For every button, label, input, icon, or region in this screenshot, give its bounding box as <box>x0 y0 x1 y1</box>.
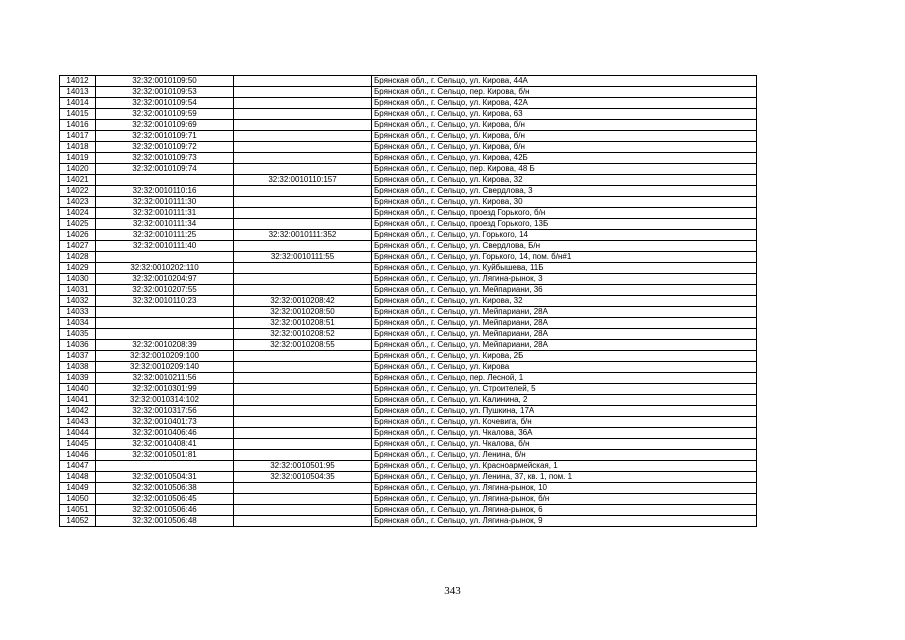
land-cadastral-number-cell: 32:32:0010207:55 <box>96 285 234 296</box>
building-cadastral-number-cell <box>234 98 372 109</box>
land-cadastral-number-cell: 32:32:0010314:102 <box>96 395 234 406</box>
land-cadastral-number-cell: 32:32:0010202:110 <box>96 263 234 274</box>
row-number-cell: 14038 <box>60 362 96 373</box>
land-cadastral-number-cell: 32:32:0010204:97 <box>96 274 234 285</box>
land-cadastral-number-cell: 32:32:0010110:23 <box>96 296 234 307</box>
table-row <box>60 175 757 186</box>
land-cadastral-number-cell: 32:32:0010506:45 <box>96 494 234 505</box>
row-number-cell: 14023 <box>60 197 96 208</box>
land-cadastral-number-cell: 32:32:0010209:140 <box>96 362 234 373</box>
land-cadastral-number-cell <box>96 329 234 340</box>
row-number-cell: 14033 <box>60 307 96 318</box>
land-cadastral-number-cell: 32:32:0010504:31 <box>96 472 234 483</box>
building-cadastral-number-cell <box>234 406 372 417</box>
table-row <box>60 329 757 340</box>
address-cell: Брянская обл., г. Сельцо, ул. Калинина, 2 <box>372 395 757 406</box>
building-cadastral-number-cell: 32:32:0010208:50 <box>234 307 372 318</box>
table-row <box>60 384 757 395</box>
table-row <box>60 164 757 175</box>
address-cell: Брянская обл., г. Сельцо, ул. Чкалова, 36А <box>372 428 757 439</box>
building-cadastral-number-cell <box>234 109 372 120</box>
building-cadastral-number-cell <box>234 208 372 219</box>
address-cell: Брянская обл., г. Сельцо, ул. Кочевига, б/н <box>372 417 757 428</box>
land-cadastral-number-cell <box>96 461 234 472</box>
address-cell: Брянская обл., г. Сельцо, ул. Кирова, 32 <box>372 296 757 307</box>
row-number-cell: 14029 <box>60 263 96 274</box>
table-row <box>60 87 757 98</box>
building-cadastral-number-cell <box>234 186 372 197</box>
table-row <box>60 230 757 241</box>
row-number-cell: 14019 <box>60 153 96 164</box>
row-number-cell: 14022 <box>60 186 96 197</box>
building-cadastral-number-cell <box>234 483 372 494</box>
building-cadastral-number-cell <box>234 263 372 274</box>
table-row <box>60 439 757 450</box>
table-row <box>60 252 757 263</box>
address-cell: Брянская обл., г. Сельцо, пер. Кирова, б/н <box>372 87 757 98</box>
table-row <box>60 241 757 252</box>
address-cell: Брянская обл., г. Сельцо, ул. Кирова, 63 <box>372 109 757 120</box>
table-row <box>60 307 757 318</box>
address-cell: Брянская обл., г. Сельцо, ул. Куйбышева, 11Б <box>372 263 757 274</box>
row-number-cell: 14050 <box>60 494 96 505</box>
building-cadastral-number-cell <box>234 494 372 505</box>
land-cadastral-number-cell <box>96 252 234 263</box>
table-row <box>60 395 757 406</box>
row-number-cell: 14026 <box>60 230 96 241</box>
land-cadastral-number-cell: 32:32:0010109:71 <box>96 131 234 142</box>
building-cadastral-number-cell: 32:32:0010501:95 <box>234 461 372 472</box>
building-cadastral-number-cell <box>234 417 372 428</box>
table-row <box>60 296 757 307</box>
address-cell: Брянская обл., г. Сельцо, ул. Мейпариани, 36 <box>372 285 757 296</box>
address-cell: Брянская обл., г. Сельцо, ул. Лягина-рынок, 6 <box>372 505 757 516</box>
row-number-cell: 14039 <box>60 373 96 384</box>
land-cadastral-number-cell: 32:32:0010506:48 <box>96 516 234 527</box>
building-cadastral-number-cell: 32:32:0010208:55 <box>234 340 372 351</box>
table-row <box>60 76 757 87</box>
table-row <box>60 516 757 527</box>
row-number-cell: 14049 <box>60 483 96 494</box>
land-cadastral-number-cell: 32:32:0010109:72 <box>96 142 234 153</box>
table-row <box>60 340 757 351</box>
address-cell: Брянская обл., г. Сельцо, ул. Мейпариани, 28А <box>372 329 757 340</box>
address-cell: Брянская обл., г. Сельцо, ул. Пушкина, 17А <box>372 406 757 417</box>
land-cadastral-number-cell: 32:32:0010408:41 <box>96 439 234 450</box>
row-number-cell: 14045 <box>60 439 96 450</box>
address-cell: Брянская обл., г. Сельцо, ул. Свердлова, 3 <box>372 186 757 197</box>
table-row <box>60 208 757 219</box>
row-number-cell: 14031 <box>60 285 96 296</box>
land-cadastral-number-cell: 32:32:0010111:25 <box>96 230 234 241</box>
building-cadastral-number-cell <box>234 450 372 461</box>
row-number-cell: 14024 <box>60 208 96 219</box>
building-cadastral-number-cell <box>234 219 372 230</box>
address-cell: Брянская обл., г. Сельцо, ул. Лягина-рынок, б/н <box>372 494 757 505</box>
land-cadastral-number-cell: 32:32:0010317:56 <box>96 406 234 417</box>
table-row <box>60 472 757 483</box>
table-row <box>60 428 757 439</box>
land-cadastral-number-cell: 32:32:0010109:54 <box>96 98 234 109</box>
land-cadastral-number-cell: 32:32:0010501:81 <box>96 450 234 461</box>
address-cell: Брянская обл., г. Сельцо, проезд Горького, 13Б <box>372 219 757 230</box>
land-cadastral-number-cell: 32:32:0010109:74 <box>96 164 234 175</box>
address-cell: Брянская обл., г. Сельцо, ул. Мейпариани, 28А <box>372 307 757 318</box>
table-row <box>60 285 757 296</box>
address-cell: Брянская обл., г. Сельцо, ул. Лягина-рынок, 3 <box>372 274 757 285</box>
building-cadastral-number-cell: 32:32:0010208:42 <box>234 296 372 307</box>
land-cadastral-number-cell: 32:32:0010110:16 <box>96 186 234 197</box>
address-cell: Брянская обл., г. Сельцо, ул. Кирова, 32 <box>372 175 757 186</box>
address-cell: Брянская обл., г. Сельцо, ул. Кирова, б/н <box>372 120 757 131</box>
building-cadastral-number-cell <box>234 197 372 208</box>
row-number-cell: 14028 <box>60 252 96 263</box>
building-cadastral-number-cell <box>234 351 372 362</box>
row-number-cell: 14030 <box>60 274 96 285</box>
building-cadastral-number-cell <box>234 241 372 252</box>
table-row <box>60 461 757 472</box>
address-cell: Брянская обл., г. Сельцо, ул. Мейпариани, 28А <box>372 340 757 351</box>
row-number-cell: 14041 <box>60 395 96 406</box>
row-number-cell: 14047 <box>60 461 96 472</box>
building-cadastral-number-cell: 32:32:0010208:52 <box>234 329 372 340</box>
land-cadastral-number-cell: 32:32:0010301:99 <box>96 384 234 395</box>
address-cell: Брянская обл., г. Сельцо, ул. Ленина, б/н <box>372 450 757 461</box>
building-cadastral-number-cell <box>234 516 372 527</box>
land-cadastral-number-cell: 32:32:0010406:46 <box>96 428 234 439</box>
page-number: 343 <box>444 585 461 597</box>
land-cadastral-number-cell: 32:32:0010109:53 <box>96 87 234 98</box>
address-cell: Брянская обл., г. Сельцо, пер. Кирова, 48 Б <box>372 164 757 175</box>
building-cadastral-number-cell <box>234 131 372 142</box>
row-number-cell: 14013 <box>60 87 96 98</box>
row-number-cell: 14018 <box>60 142 96 153</box>
table-row <box>60 505 757 516</box>
address-cell: Брянская обл., г. Сельцо, ул. Кирова, 42Б <box>372 153 757 164</box>
land-cadastral-number-cell: 32:32:0010506:46 <box>96 505 234 516</box>
land-cadastral-number-cell: 32:32:0010111:34 <box>96 219 234 230</box>
land-cadastral-number-cell: 32:32:0010109:69 <box>96 120 234 131</box>
land-cadastral-number-cell: 32:32:0010506:38 <box>96 483 234 494</box>
address-cell: Брянская обл., г. Сельцо, ул. Лягина-рынок, 9 <box>372 516 757 527</box>
address-cell: Брянская обл., г. Сельцо, пер. Лесной, 1 <box>372 373 757 384</box>
table-row <box>60 274 757 285</box>
building-cadastral-number-cell: 32:32:0010110:157 <box>234 175 372 186</box>
address-cell: Брянская обл., г. Сельцо, ул. Кирова, б/н <box>372 142 757 153</box>
table-row <box>60 98 757 109</box>
building-cadastral-number-cell <box>234 87 372 98</box>
row-number-cell: 14020 <box>60 164 96 175</box>
table-row <box>60 219 757 230</box>
row-number-cell: 14048 <box>60 472 96 483</box>
address-cell: Брянская обл., г. Сельцо, ул. Кирова, 30 <box>372 197 757 208</box>
building-cadastral-number-cell <box>234 164 372 175</box>
row-number-cell: 14042 <box>60 406 96 417</box>
address-cell: Брянская обл., г. Сельцо, ул. Чкалова, б/н <box>372 439 757 450</box>
address-cell: Брянская обл., г. Сельцо, ул. Лягина-рынок, 10 <box>372 483 757 494</box>
table-row <box>60 351 757 362</box>
address-cell: Брянская обл., г. Сельцо, ул. Горького, 14 <box>372 230 757 241</box>
address-cell: Брянская обл., г. Сельцо, ул. Строителей, 5 <box>372 384 757 395</box>
table-row <box>60 197 757 208</box>
row-number-cell: 14044 <box>60 428 96 439</box>
table-row <box>60 483 757 494</box>
building-cadastral-number-cell: 32:32:0010111:55 <box>234 252 372 263</box>
building-cadastral-number-cell <box>234 153 372 164</box>
row-number-cell: 14051 <box>60 505 96 516</box>
table-row <box>60 494 757 505</box>
building-cadastral-number-cell <box>234 120 372 131</box>
row-number-cell: 14043 <box>60 417 96 428</box>
land-cadastral-number-cell: 32:32:0010111:40 <box>96 241 234 252</box>
table-row <box>60 109 757 120</box>
land-cadastral-number-cell: 32:32:0010111:30 <box>96 197 234 208</box>
address-cell: Брянская обл., г. Сельцо, ул. Кирова <box>372 362 757 373</box>
building-cadastral-number-cell <box>234 362 372 373</box>
table-row <box>60 362 757 373</box>
land-cadastral-number-cell <box>96 307 234 318</box>
row-number-cell: 14016 <box>60 120 96 131</box>
building-cadastral-number-cell <box>234 505 372 516</box>
row-number-cell: 14027 <box>60 241 96 252</box>
row-number-cell: 14034 <box>60 318 96 329</box>
row-number-cell: 14032 <box>60 296 96 307</box>
row-number-cell: 14052 <box>60 516 96 527</box>
building-cadastral-number-cell: 32:32:0010208:51 <box>234 318 372 329</box>
land-cadastral-number-cell <box>96 318 234 329</box>
row-number-cell: 14014 <box>60 98 96 109</box>
row-number-cell: 14015 <box>60 109 96 120</box>
address-cell: Брянская обл., г. Сельцо, ул. Ленина, 37, кв. 1, пом. 1 <box>372 472 757 483</box>
table-row <box>60 142 757 153</box>
table-row <box>60 373 757 384</box>
land-cadastral-number-cell: 32:32:0010211:56 <box>96 373 234 384</box>
address-cell: Брянская обл., г. Сельцо, проезд Горького, б/н <box>372 208 757 219</box>
row-number-cell: 14035 <box>60 329 96 340</box>
row-number-cell: 14017 <box>60 131 96 142</box>
table-row <box>60 263 757 274</box>
row-number-cell: 14025 <box>60 219 96 230</box>
building-cadastral-number-cell <box>234 439 372 450</box>
address-cell: Брянская обл., г. Сельцо, ул. Свердлова, Б/н <box>372 241 757 252</box>
table-row <box>60 417 757 428</box>
address-cell: Брянская обл., г. Сельцо, ул. Красноармейская, 1 <box>372 461 757 472</box>
building-cadastral-number-cell <box>234 274 372 285</box>
land-cadastral-number-cell: 32:32:0010209:100 <box>96 351 234 362</box>
address-cell: Брянская обл., г. Сельцо, ул. Кирова, б/н <box>372 131 757 142</box>
land-cadastral-number-cell: 32:32:0010109:73 <box>96 153 234 164</box>
building-cadastral-number-cell <box>234 142 372 153</box>
register-table <box>59 75 757 527</box>
address-cell: Брянская обл., г. Сельцо, ул. Мейпариани, 28А <box>372 318 757 329</box>
table-row <box>60 186 757 197</box>
address-cell: Брянская обл., г. Сельцо, ул. Горького, 14, пом. б/н#1 <box>372 252 757 263</box>
row-number-cell: 14040 <box>60 384 96 395</box>
row-number-cell: 14021 <box>60 175 96 186</box>
land-cadastral-number-cell: 32:32:0010111:31 <box>96 208 234 219</box>
land-cadastral-number-cell: 32:32:0010208:39 <box>96 340 234 351</box>
row-number-cell: 14012 <box>60 76 96 87</box>
land-cadastral-number-cell: 32:32:0010109:59 <box>96 109 234 120</box>
address-cell: Брянская обл., г. Сельцо, ул. Кирова, 44А <box>372 76 757 87</box>
table-row <box>60 120 757 131</box>
building-cadastral-number-cell <box>234 384 372 395</box>
address-cell: Брянская обл., г. Сельцо, ул. Кирова, 2Б <box>372 351 757 362</box>
building-cadastral-number-cell: 32:32:0010111:352 <box>234 230 372 241</box>
address-cell: Брянская обл., г. Сельцо, ул. Кирова, 42А <box>372 98 757 109</box>
building-cadastral-number-cell <box>234 285 372 296</box>
building-cadastral-number-cell <box>234 395 372 406</box>
register-table-body <box>60 76 757 527</box>
building-cadastral-number-cell: 32:32:0010504:35 <box>234 472 372 483</box>
land-cadastral-number-cell: 32:32:0010109:50 <box>96 76 234 87</box>
row-number-cell: 14046 <box>60 450 96 461</box>
table-row <box>60 318 757 329</box>
building-cadastral-number-cell <box>234 76 372 87</box>
building-cadastral-number-cell <box>234 373 372 384</box>
table-row <box>60 406 757 417</box>
row-number-cell: 14036 <box>60 340 96 351</box>
land-cadastral-number-cell <box>96 175 234 186</box>
table-row <box>60 450 757 461</box>
land-cadastral-number-cell: 32:32:0010401:73 <box>96 417 234 428</box>
building-cadastral-number-cell <box>234 428 372 439</box>
row-number-cell: 14037 <box>60 351 96 362</box>
table-row <box>60 131 757 142</box>
table-row <box>60 153 757 164</box>
